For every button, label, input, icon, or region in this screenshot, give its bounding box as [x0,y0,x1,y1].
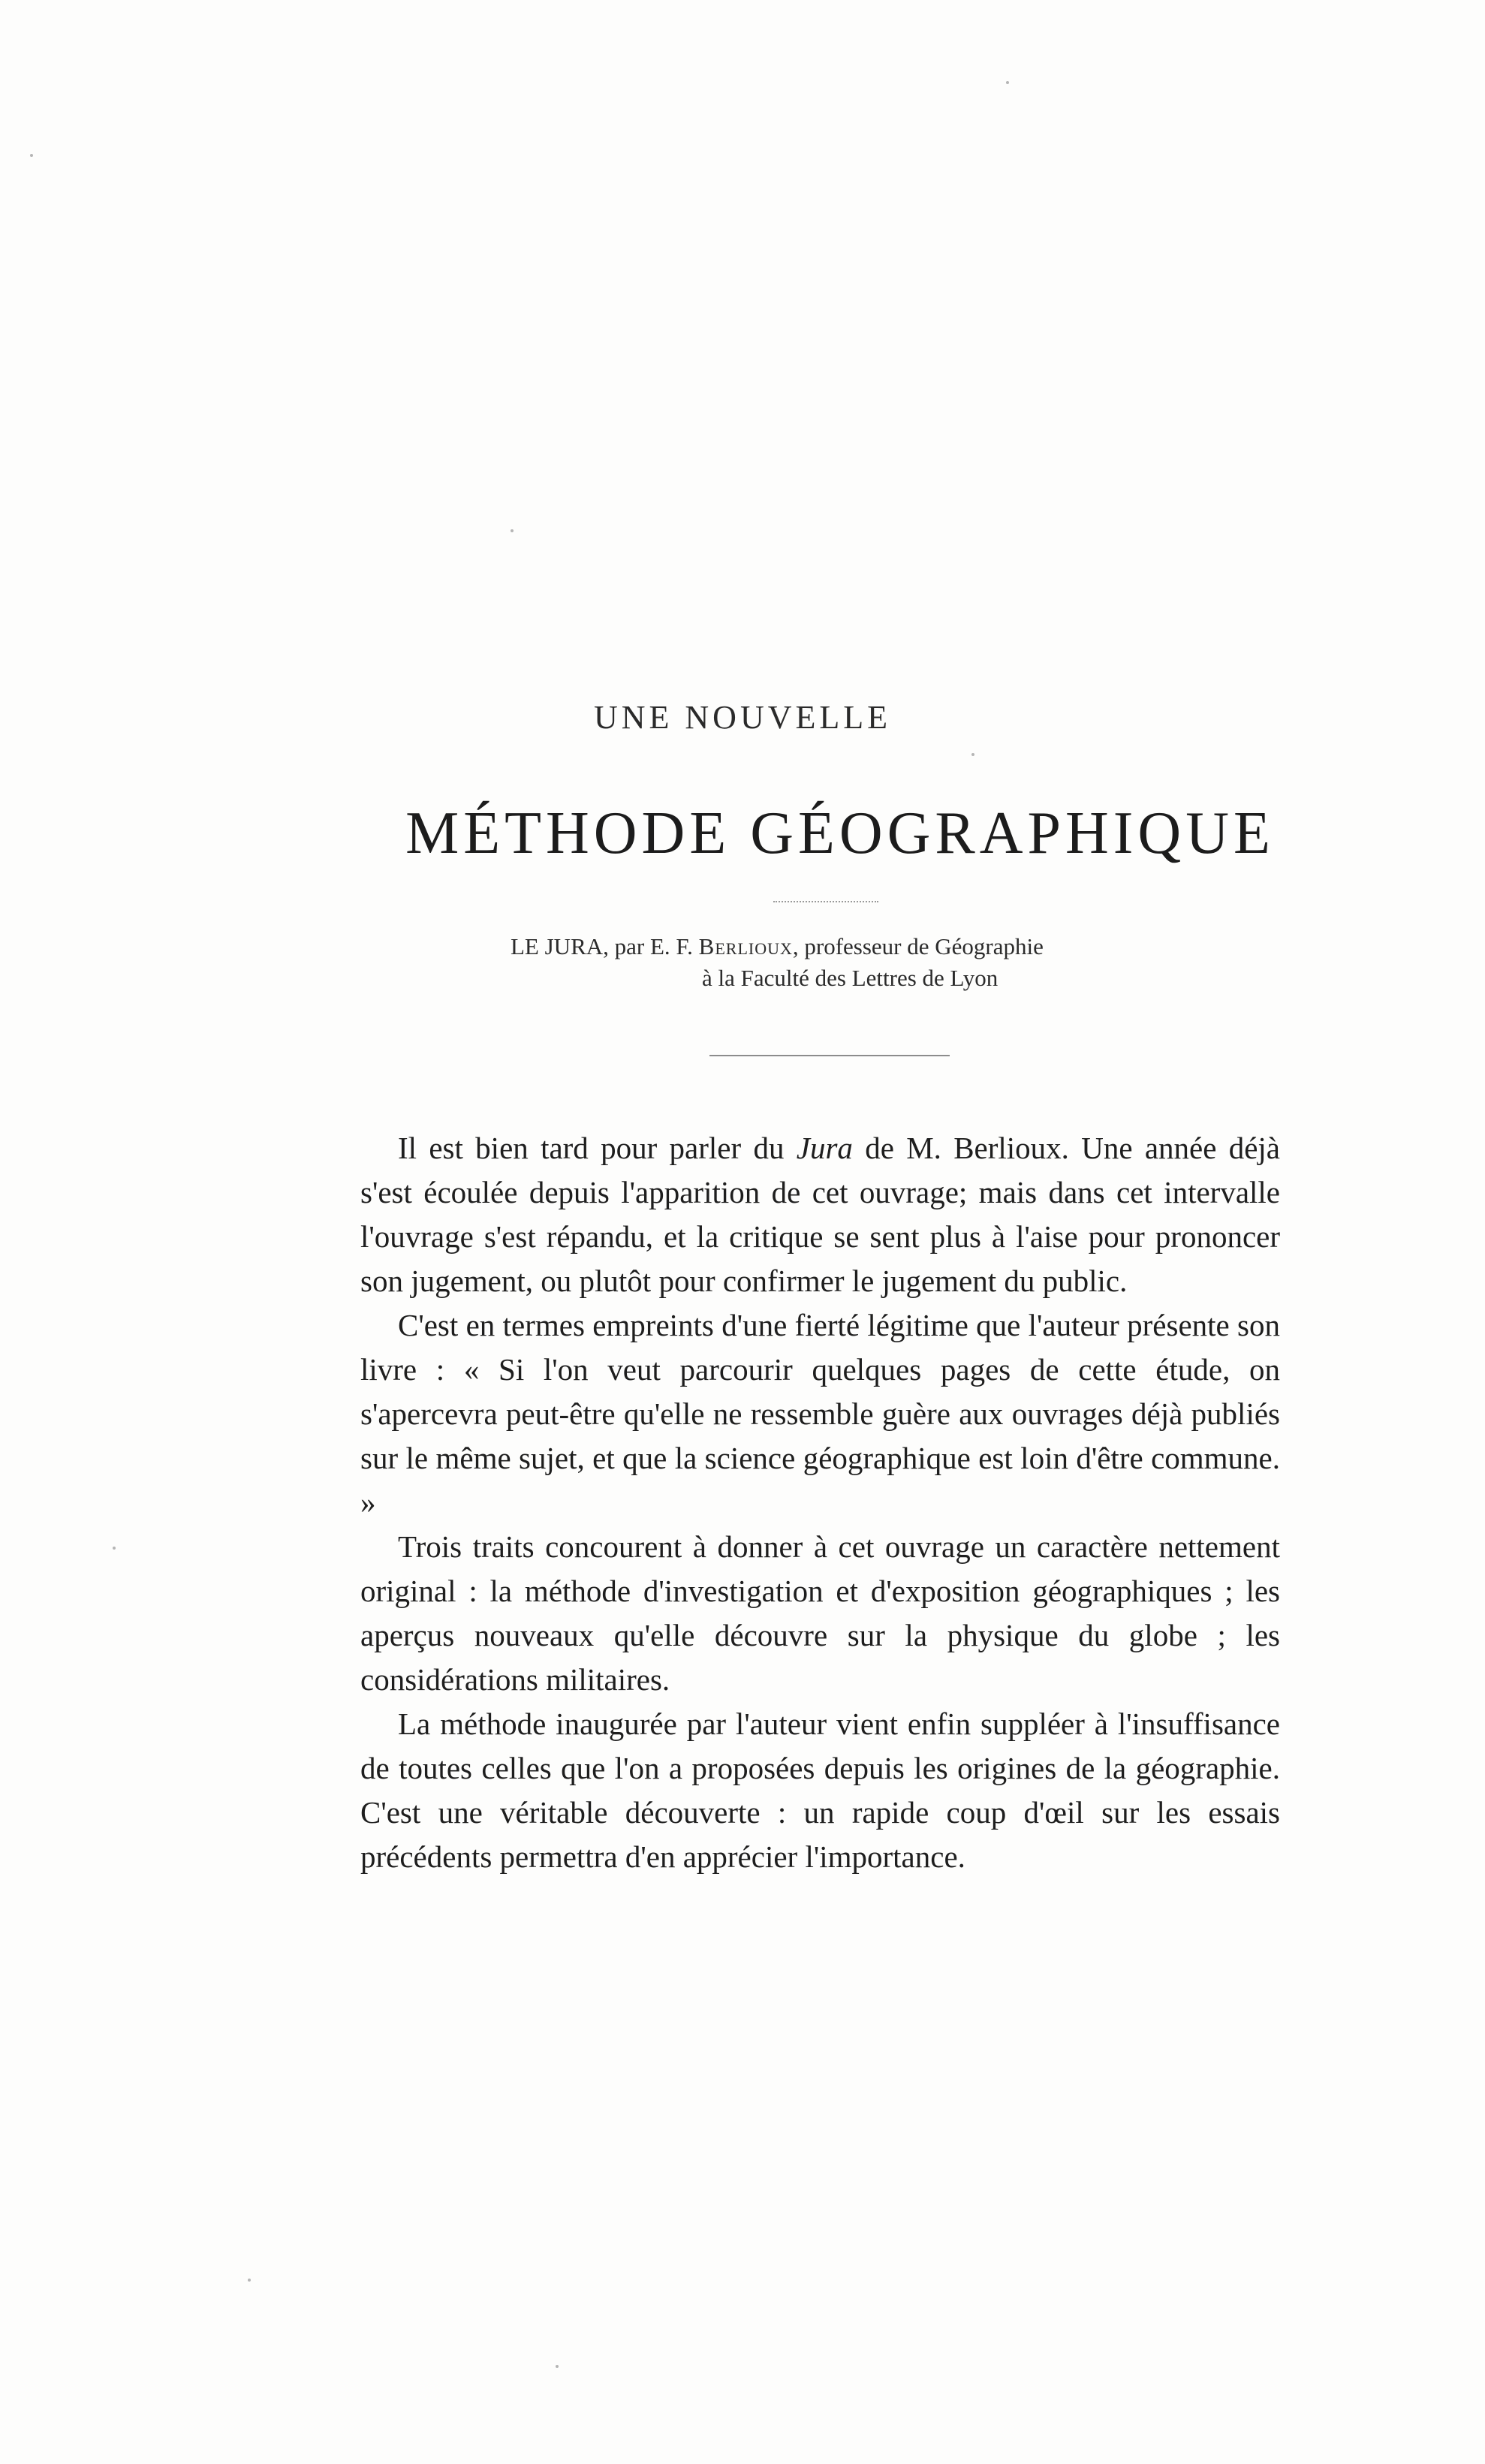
byline [511,931,1261,994]
byline-suffix: , professeur de Géographie [792,933,1044,959]
paper-speck [971,753,974,756]
paragraph-1 [360,1126,1280,1303]
paragraph-1-rest: de M. Berlioux. Une année déjà s'est écoulée depuis l'apparition de cet ouvrage; mais dans cet intervalle l'ouvrage s'est répandu, et la critique se sent plus à l'aise pour prononcer son jugement, ou plutôt pour confirmer le jugement du public. [360,1131,1281,1298]
byline-author: Berlioux [698,933,793,959]
paper-speck [30,154,33,157]
paragraph-3: Trois traits concourent à donner à cet ouvrage un caractère nettement original : la méthode d'investigation et d'exposition géographiques ; les aperçus nouveaux qu'elle découvre sur la physique du globe ; les considérations militaires. [360,1529,1280,1697]
book-title-italic: Jura [796,1131,853,1165]
supertitle: UNE NOUVELLE [593,699,892,736]
paper-speck [1006,81,1009,84]
byline-affiliation: à la Faculté des Lettres de Lyon [702,965,999,991]
paragraph-1-start: Il est bien tard pour parler du [398,1131,797,1165]
title-divider [773,901,878,902]
paper-speck [511,529,514,532]
paragraph-4: La méthode inaugurée par l'auteur vient enfin suppléer à l'insuffisance de toutes celles que l'on a proposées depuis les origines de la géographie. C'est une véritable découverte : un rapide coup d'œil sur les essais précédents permettra d'en apprécier l'importance. [360,1706,1280,1874]
page-title: MÉTHODE GÉOGRAPHIQUE [405,800,1275,866]
paper-speck [113,1547,116,1550]
paper-speck [248,2279,251,2282]
paper-speck [556,2365,559,2368]
section-divider [709,1055,950,1056]
body-text [360,1126,1280,1879]
paragraph-2: C'est en termes empreints d'une fierté légitime que l'auteur présente son livre : « Si l'on veut parcourir quelques pages de cette étude, on s'apercevra peut-être qu'elle ne ressemble guère aux ouvrages déjà publiés sur le même sujet, et que la science géographique est loin d'être commune. » [360,1308,1280,1520]
byline-prefix: LE JURA, par E. F. [511,933,699,959]
